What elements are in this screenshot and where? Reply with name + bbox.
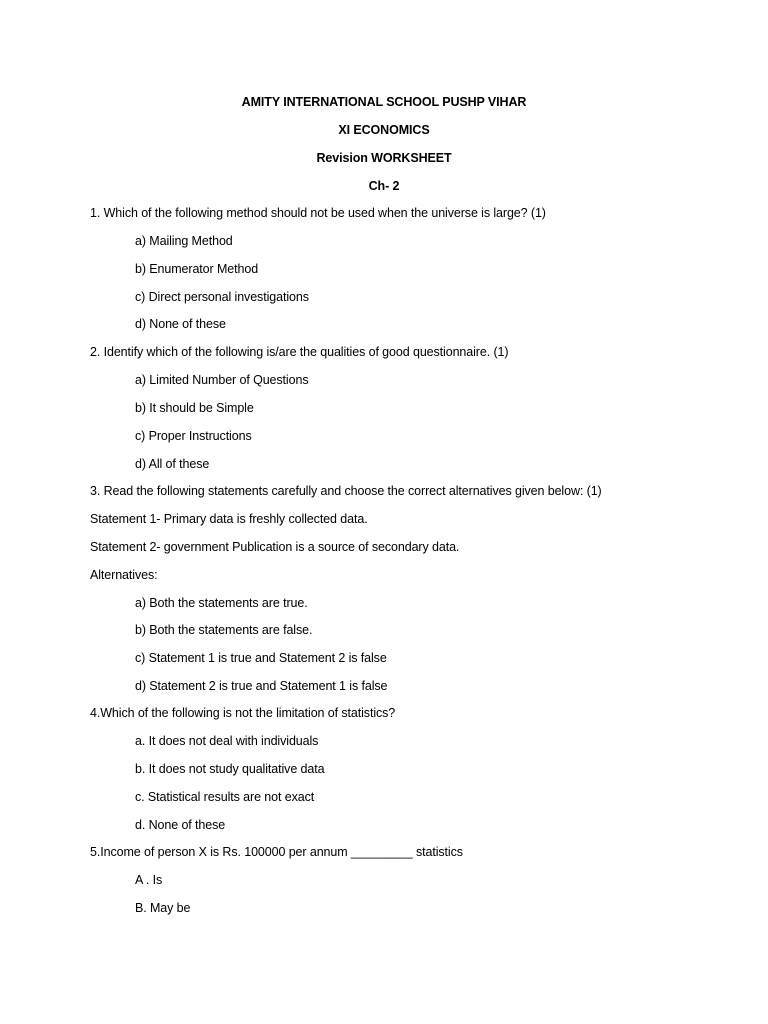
question-2-option-d: d) All of these xyxy=(135,457,210,471)
question-4-option-a: a. It does not deal with individuals xyxy=(135,734,319,748)
class-subject-heading: XI ECONOMICS xyxy=(338,123,430,137)
question-1: 1. Which of the following method should not be used when the universe is large? (1) xyxy=(90,206,546,220)
question-2-option-c: c) Proper Instructions xyxy=(135,429,252,443)
question-1-option-d: d) None of these xyxy=(135,317,226,331)
school-title: AMITY INTERNATIONAL SCHOOL PUSHP VIHAR xyxy=(241,95,527,109)
question-2-option-b: b) It should be Simple xyxy=(135,401,254,415)
question-4: 4.Which of the following is not the limitation of statistics? xyxy=(90,706,396,720)
question-2: 2. Identify which of the following is/are the qualities of good questionnaire. (1) xyxy=(90,345,509,359)
worksheet-heading: Revision WORKSHEET xyxy=(316,151,452,165)
question-5: 5.Income of person X is Rs. 100000 per annum _________ statistics xyxy=(90,845,463,859)
question-1-option-a: a) Mailing Method xyxy=(135,234,233,248)
question-2-option-a: a) Limited Number of Questions xyxy=(135,373,309,387)
question-3-option-b: b) Both the statements are false. xyxy=(135,623,313,637)
question-4-option-b: b. It does not study qualitative data xyxy=(135,762,325,776)
question-4-option-c: c. Statistical results are not exact xyxy=(135,790,315,804)
question-3-alternatives-label: Alternatives: xyxy=(90,568,158,582)
question-3-statement-2: Statement 2- government Publication is a source of secondary data. xyxy=(90,540,460,554)
question-1-option-b: b) Enumerator Method xyxy=(135,262,259,276)
question-3-option-a: a) Both the statements are true. xyxy=(135,596,308,610)
question-5-option-a: A . Is xyxy=(135,873,163,887)
question-3-option-c: c) Statement 1 is true and Statement 2 is false xyxy=(135,651,387,665)
question-3-statement-1: Statement 1- Primary data is freshly collected data. xyxy=(90,512,368,526)
chapter-heading: Ch- 2 xyxy=(368,179,400,193)
question-3: 3. Read the following statements carefully and choose the correct alternatives given below: (1) xyxy=(90,484,602,498)
question-5-option-b: B. May be xyxy=(135,901,191,915)
question-3-option-d: d) Statement 2 is true and Statement 1 is false xyxy=(135,679,388,693)
question-4-option-d: d. None of these xyxy=(135,818,226,832)
question-1-option-c: c) Direct personal investigations xyxy=(135,290,309,304)
